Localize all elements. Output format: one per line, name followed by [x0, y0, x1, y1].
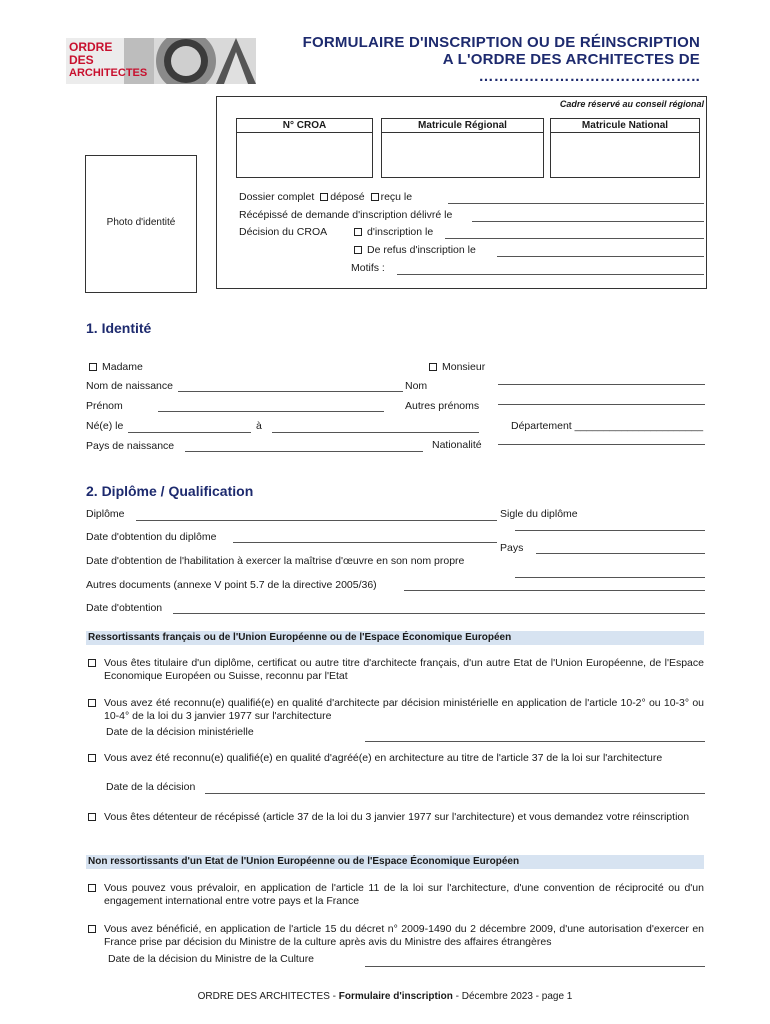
autres-documents-label: Autres documents (annexe V point 5.7 de la directive 2005/36): [86, 579, 377, 591]
inscription-date-line[interactable]: [445, 238, 704, 239]
madame-label: Madame: [102, 361, 143, 373]
title-line-1: FORMULAIRE D'INSCRIPTION OU DE RÉINSCRIPTION: [302, 34, 700, 51]
sigle-label: Sigle du diplôme: [500, 508, 578, 520]
monsieur-checkbox[interactable]: [429, 363, 437, 371]
monsieur-label: Monsieur: [442, 361, 486, 373]
inscription-checkbox[interactable]: [354, 228, 362, 236]
depose-checkbox[interactable]: [320, 193, 328, 201]
depose-label: déposé: [330, 191, 365, 203]
madame-checkbox[interactable]: [89, 363, 97, 371]
ue-option-3-date-line[interactable]: [205, 793, 705, 794]
date-diplome-line[interactable]: [233, 542, 497, 543]
title-line-2: A L'ORDRE DES ARCHITECTES DE: [442, 51, 700, 68]
ue-option-4-text: Vous êtes détenteur de récépissé (article 37 de la loi du 3 janvier 1977 sur l'architecture) et vous demandez votre réinscription: [104, 811, 690, 823]
non-ue-option-1-checkbox[interactable]: [88, 884, 96, 892]
matricule-regional-header: Matricule Régional: [382, 119, 543, 133]
ue-option-2-date-label: Date de la décision ministérielle: [106, 726, 254, 738]
nom-label: Nom: [405, 380, 428, 392]
non-ue-option-2-text: Vous avez bénéficié, en application de l'article 15 du décret n° 2009-1490 du 2 décembre 2009, d'une autorisation d'exercer en France prise par décision du Ministre de la culture après avis du Ministre des affaires étrangères: [104, 923, 704, 948]
ue-option-3: [86, 752, 704, 780]
ue-option-3-text: Vous avez été reconnu(e) qualifié(e) en qualité d'agréé(e) en architecture au titre de l'article 37 de la loi sur l'architecture: [104, 752, 663, 764]
prenom-label: Prénom: [86, 400, 123, 412]
date-obtention-line[interactable]: [173, 613, 705, 614]
autres-prenoms-label: Autres prénoms: [405, 400, 480, 412]
non-ue-option-1: [86, 882, 704, 910]
matricule-regional-column: [381, 118, 544, 178]
nom-naissance-label: Nom de naissance: [86, 380, 173, 392]
identite-heading: 1. Identité: [86, 320, 152, 336]
footer-doc: Formulaire d'inscription: [338, 991, 453, 1002]
pays-line[interactable]: [536, 553, 705, 554]
admin-caption: Cadre réservé au conseil régional: [559, 99, 704, 109]
departement-label: Département ______________________: [511, 420, 704, 432]
date-obtention-label: Date d'obtention: [86, 602, 163, 614]
non-ue-option-1-text: Vous pouvez vous prévaloir, en application de l'article 11 de la loi sur l'architecture, d'une convention de réciprocité ou d'un engagement international entre votre pays et la France: [104, 882, 704, 907]
ue-option-3-date-label: Date de la décision: [106, 781, 196, 793]
diplome-label: Diplôme: [86, 508, 125, 520]
admin-box: [216, 96, 707, 289]
logo-line-1: ORDRE: [69, 40, 113, 54]
nom-naissance-line[interactable]: [178, 391, 403, 392]
footer-date-page: - Décembre 2023 - page 1: [452, 991, 573, 1002]
nationalite-label: Nationalité: [432, 439, 482, 451]
inscription-label: d'inscription le: [367, 226, 434, 238]
non-ue-option-2: [86, 923, 704, 951]
madame-option: [89, 361, 143, 373]
ue-option-2-checkbox[interactable]: [88, 699, 96, 707]
diplome-heading: 2. Diplôme / Qualification: [86, 483, 254, 499]
footer-org: ORDRE DES ARCHITECTES -: [197, 991, 339, 1002]
ue-option-4: [86, 811, 704, 839]
ue-option-1-checkbox[interactable]: [88, 659, 96, 667]
refus-checkbox[interactable]: [354, 246, 362, 254]
ue-option-4-checkbox[interactable]: [88, 813, 96, 821]
croa-header: N° CROA: [237, 119, 372, 133]
decision-label: Décision du CROA: [239, 226, 328, 238]
pays-naissance-label: Pays de naissance: [86, 440, 175, 452]
nationalite-line[interactable]: [498, 444, 705, 445]
refus-label: De refus d'inscription le: [367, 244, 476, 256]
date-habilitation-line[interactable]: [515, 577, 705, 578]
pays-naissance-line[interactable]: [185, 451, 423, 452]
logo-line-3: ARCHITECTES: [69, 67, 148, 79]
recu-label: reçu le: [380, 191, 413, 203]
ue-option-1-text: Vous êtes titulaire d'un diplôme, certificat ou autre titre d'architecte français, d'un autre Etat de l'Union Européenne, de l'Espace Economique Européen ou Suisse, reconnu par l'Etat: [104, 657, 704, 682]
a-label: à: [256, 420, 262, 432]
page-footer: [0, 991, 770, 1003]
date-diplome-label: Date d'obtention du diplôme: [86, 531, 217, 543]
non-ue-option-2-date-line[interactable]: [365, 966, 705, 967]
photo-box: [85, 155, 197, 293]
form-title: [303, 34, 700, 85]
logo: [66, 38, 256, 84]
croa-column: [236, 118, 373, 178]
monsieur-option: [429, 361, 485, 373]
motifs-line[interactable]: [397, 274, 704, 275]
ne-le-label: Né(e) le: [86, 420, 124, 432]
pays-label: Pays: [500, 542, 524, 554]
recepisse-date-line[interactable]: [472, 221, 704, 222]
motifs-label: Motifs :: [351, 262, 385, 274]
recepisse-label: Récépissé de demande d'inscription délivré le: [239, 209, 453, 221]
decision-inscription: [354, 226, 433, 238]
matricule-national-column: [550, 118, 700, 178]
ue-band: Ressortissants français ou de l'Union Européenne ou de l'Espace Économique Européen: [86, 631, 704, 645]
dossier-date-line[interactable]: [448, 203, 704, 204]
recu-checkbox[interactable]: [371, 193, 379, 201]
dossier-label: Dossier complet: [239, 191, 315, 203]
refus-date-line[interactable]: [497, 256, 704, 257]
date-habilitation-label: Date d'obtention de l'habilitation à exercer la maîtrise d'œuvre en son nom propre: [86, 555, 465, 567]
ue-option-3-checkbox[interactable]: [88, 754, 96, 762]
sigle-line[interactable]: [515, 530, 705, 531]
ue-option-2-date-line[interactable]: [365, 741, 705, 742]
ue-option-2-text: Vous avez été reconnu(e) qualifié(e) en qualité d'architecte par décision ministérielle en application de l'article 10-2° ou 10-3° ou 10-4° de la loi du 3 janvier 1977 sur l'architecture: [104, 697, 704, 722]
decision-refus: [354, 244, 476, 256]
ue-option-1: [86, 657, 704, 685]
ne-le-line[interactable]: [128, 432, 251, 433]
autres-documents-line[interactable]: [404, 590, 705, 591]
diplome-line[interactable]: [136, 520, 497, 521]
matricule-national-header: Matricule National: [551, 119, 699, 133]
nom-line[interactable]: [498, 384, 705, 385]
ue-option-2: [86, 697, 704, 725]
dossier-row: [239, 191, 412, 203]
non-ue-option-2-checkbox[interactable]: [88, 925, 96, 933]
non-ue-band: Non ressortissants d'un Etat de l'Union Européenne ou de l'Espace Économique Européen: [86, 855, 704, 869]
photo-label: Photo d'identité: [106, 217, 176, 228]
prenom-line[interactable]: [158, 411, 384, 412]
non-ue-option-2-date-label: Date de la décision du Ministre de la Culture: [108, 953, 315, 965]
title-dots: ……………………………………..: [478, 68, 700, 85]
logo-line-2: DES: [69, 53, 94, 67]
autres-prenoms-line[interactable]: [498, 404, 705, 405]
lieu-naissance-line[interactable]: [272, 432, 479, 433]
